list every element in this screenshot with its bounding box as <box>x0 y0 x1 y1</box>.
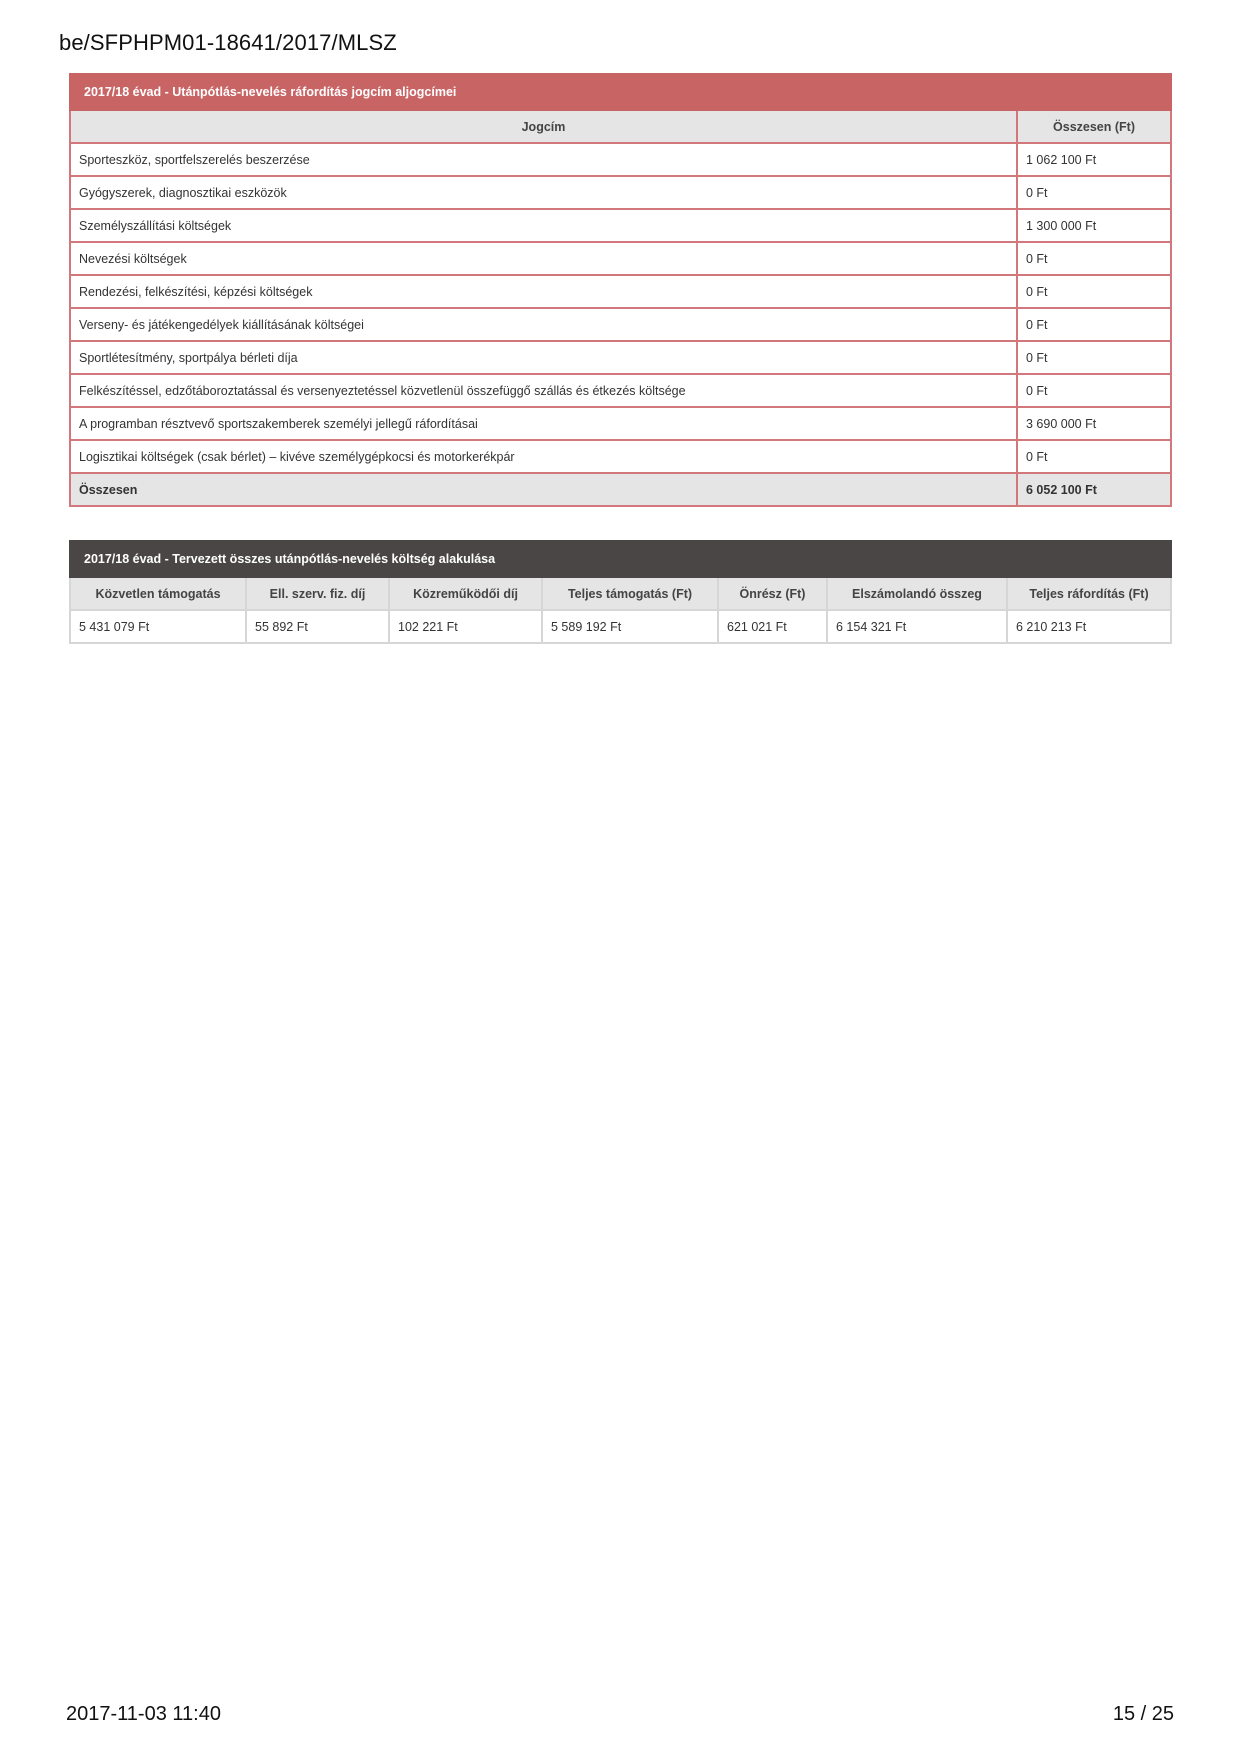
column-header-direct-support: Közvetlen támogatás <box>70 577 246 610</box>
category-cell: Rendezési, felkészítési, képzési költségek <box>70 275 1017 308</box>
table-row <box>70 143 1171 176</box>
amount-cell: 0 Ft <box>1017 440 1171 473</box>
page-number: 15 / 25 <box>1112 1703 1174 1725</box>
value-cell: 6 210 213 Ft <box>1007 610 1171 643</box>
category-cell: Nevezési költségek <box>70 242 1017 275</box>
category-cell: Gyógyszerek, diagnosztikai eszközök <box>70 176 1017 209</box>
value-cell: 5 431 079 Ft <box>70 610 246 643</box>
category-cell: A programban résztvevő sportszakemberek személyi jellegű ráfordításai <box>70 407 1017 440</box>
table-row <box>70 407 1171 440</box>
value-cell: 6 154 321 Ft <box>827 610 1007 643</box>
category-cell: Sporteszköz, sportfelszerelés beszerzése <box>70 143 1017 176</box>
table-row <box>70 308 1171 341</box>
category-cell: Verseny- és játékengedélyek kiállításának költségei <box>70 308 1017 341</box>
amount-cell: 0 Ft <box>1017 275 1171 308</box>
total-row <box>70 473 1171 506</box>
amount-cell: 1 062 100 Ft <box>1017 143 1171 176</box>
planned-cost-table <box>69 540 1172 644</box>
total-label: Összesen <box>70 473 1017 506</box>
total-amount: 6 052 100 Ft <box>1017 473 1171 506</box>
category-cell: Sportlétesítmény, sportpálya bérleti díja <box>70 341 1017 374</box>
table-row <box>70 275 1171 308</box>
value-cell: 102 221 Ft <box>389 610 542 643</box>
table-row <box>70 242 1171 275</box>
column-header-contributor-fee: Közreműködői díj <box>389 577 542 610</box>
table-row <box>70 374 1171 407</box>
value-cell: 55 892 Ft <box>246 610 389 643</box>
column-header-accountable-amount: Elszámolandó összeg <box>827 577 1007 610</box>
document-id: be/SFPHPM01-18641/2017/MLSZ <box>59 30 397 55</box>
column-header-audit-fee: Ell. szerv. fiz. díj <box>246 577 389 610</box>
table-row <box>70 209 1171 242</box>
column-header-total-expenditure: Teljes ráfordítás (Ft) <box>1007 577 1171 610</box>
table-row <box>70 341 1171 374</box>
column-header-own-share: Önrész (Ft) <box>718 577 827 610</box>
value-cell: 5 589 192 Ft <box>542 610 718 643</box>
amount-cell: 0 Ft <box>1017 374 1171 407</box>
table-row <box>70 440 1171 473</box>
amount-cell: 1 300 000 Ft <box>1017 209 1171 242</box>
amount-cell: 3 690 000 Ft <box>1017 407 1171 440</box>
amount-cell: 0 Ft <box>1017 341 1171 374</box>
value-cell: 621 021 Ft <box>718 610 827 643</box>
table-title: 2017/18 évad - Tervezett összes utánpótlás-nevelés költség alakulása <box>70 541 1171 577</box>
amount-cell: 0 Ft <box>1017 176 1171 209</box>
category-cell: Személyszállítási költségek <box>70 209 1017 242</box>
cost-breakdown-table <box>69 73 1172 507</box>
category-cell: Logisztikai költségek (csak bérlet) – kivéve személygépkocsi és motorkerékpár <box>70 440 1017 473</box>
table-title: 2017/18 évad - Utánpótlás-nevelés ráfordítás jogcím aljogcímei <box>70 74 1171 110</box>
table-row <box>70 176 1171 209</box>
amount-cell: 0 Ft <box>1017 242 1171 275</box>
amount-cell: 0 Ft <box>1017 308 1171 341</box>
table-row <box>70 610 1171 643</box>
column-header-total-support: Teljes támogatás (Ft) <box>542 577 718 610</box>
column-header-category: Jogcím <box>70 110 1017 143</box>
column-header-total: Összesen (Ft) <box>1017 110 1171 143</box>
footer-timestamp: 2017-11-03 11:40 <box>66 1703 221 1725</box>
category-cell: Felkészítéssel, edzőtáboroztatással és versenyeztetéssel közvetlenül összefüggő szállás és étkezés költsége <box>70 374 1017 407</box>
